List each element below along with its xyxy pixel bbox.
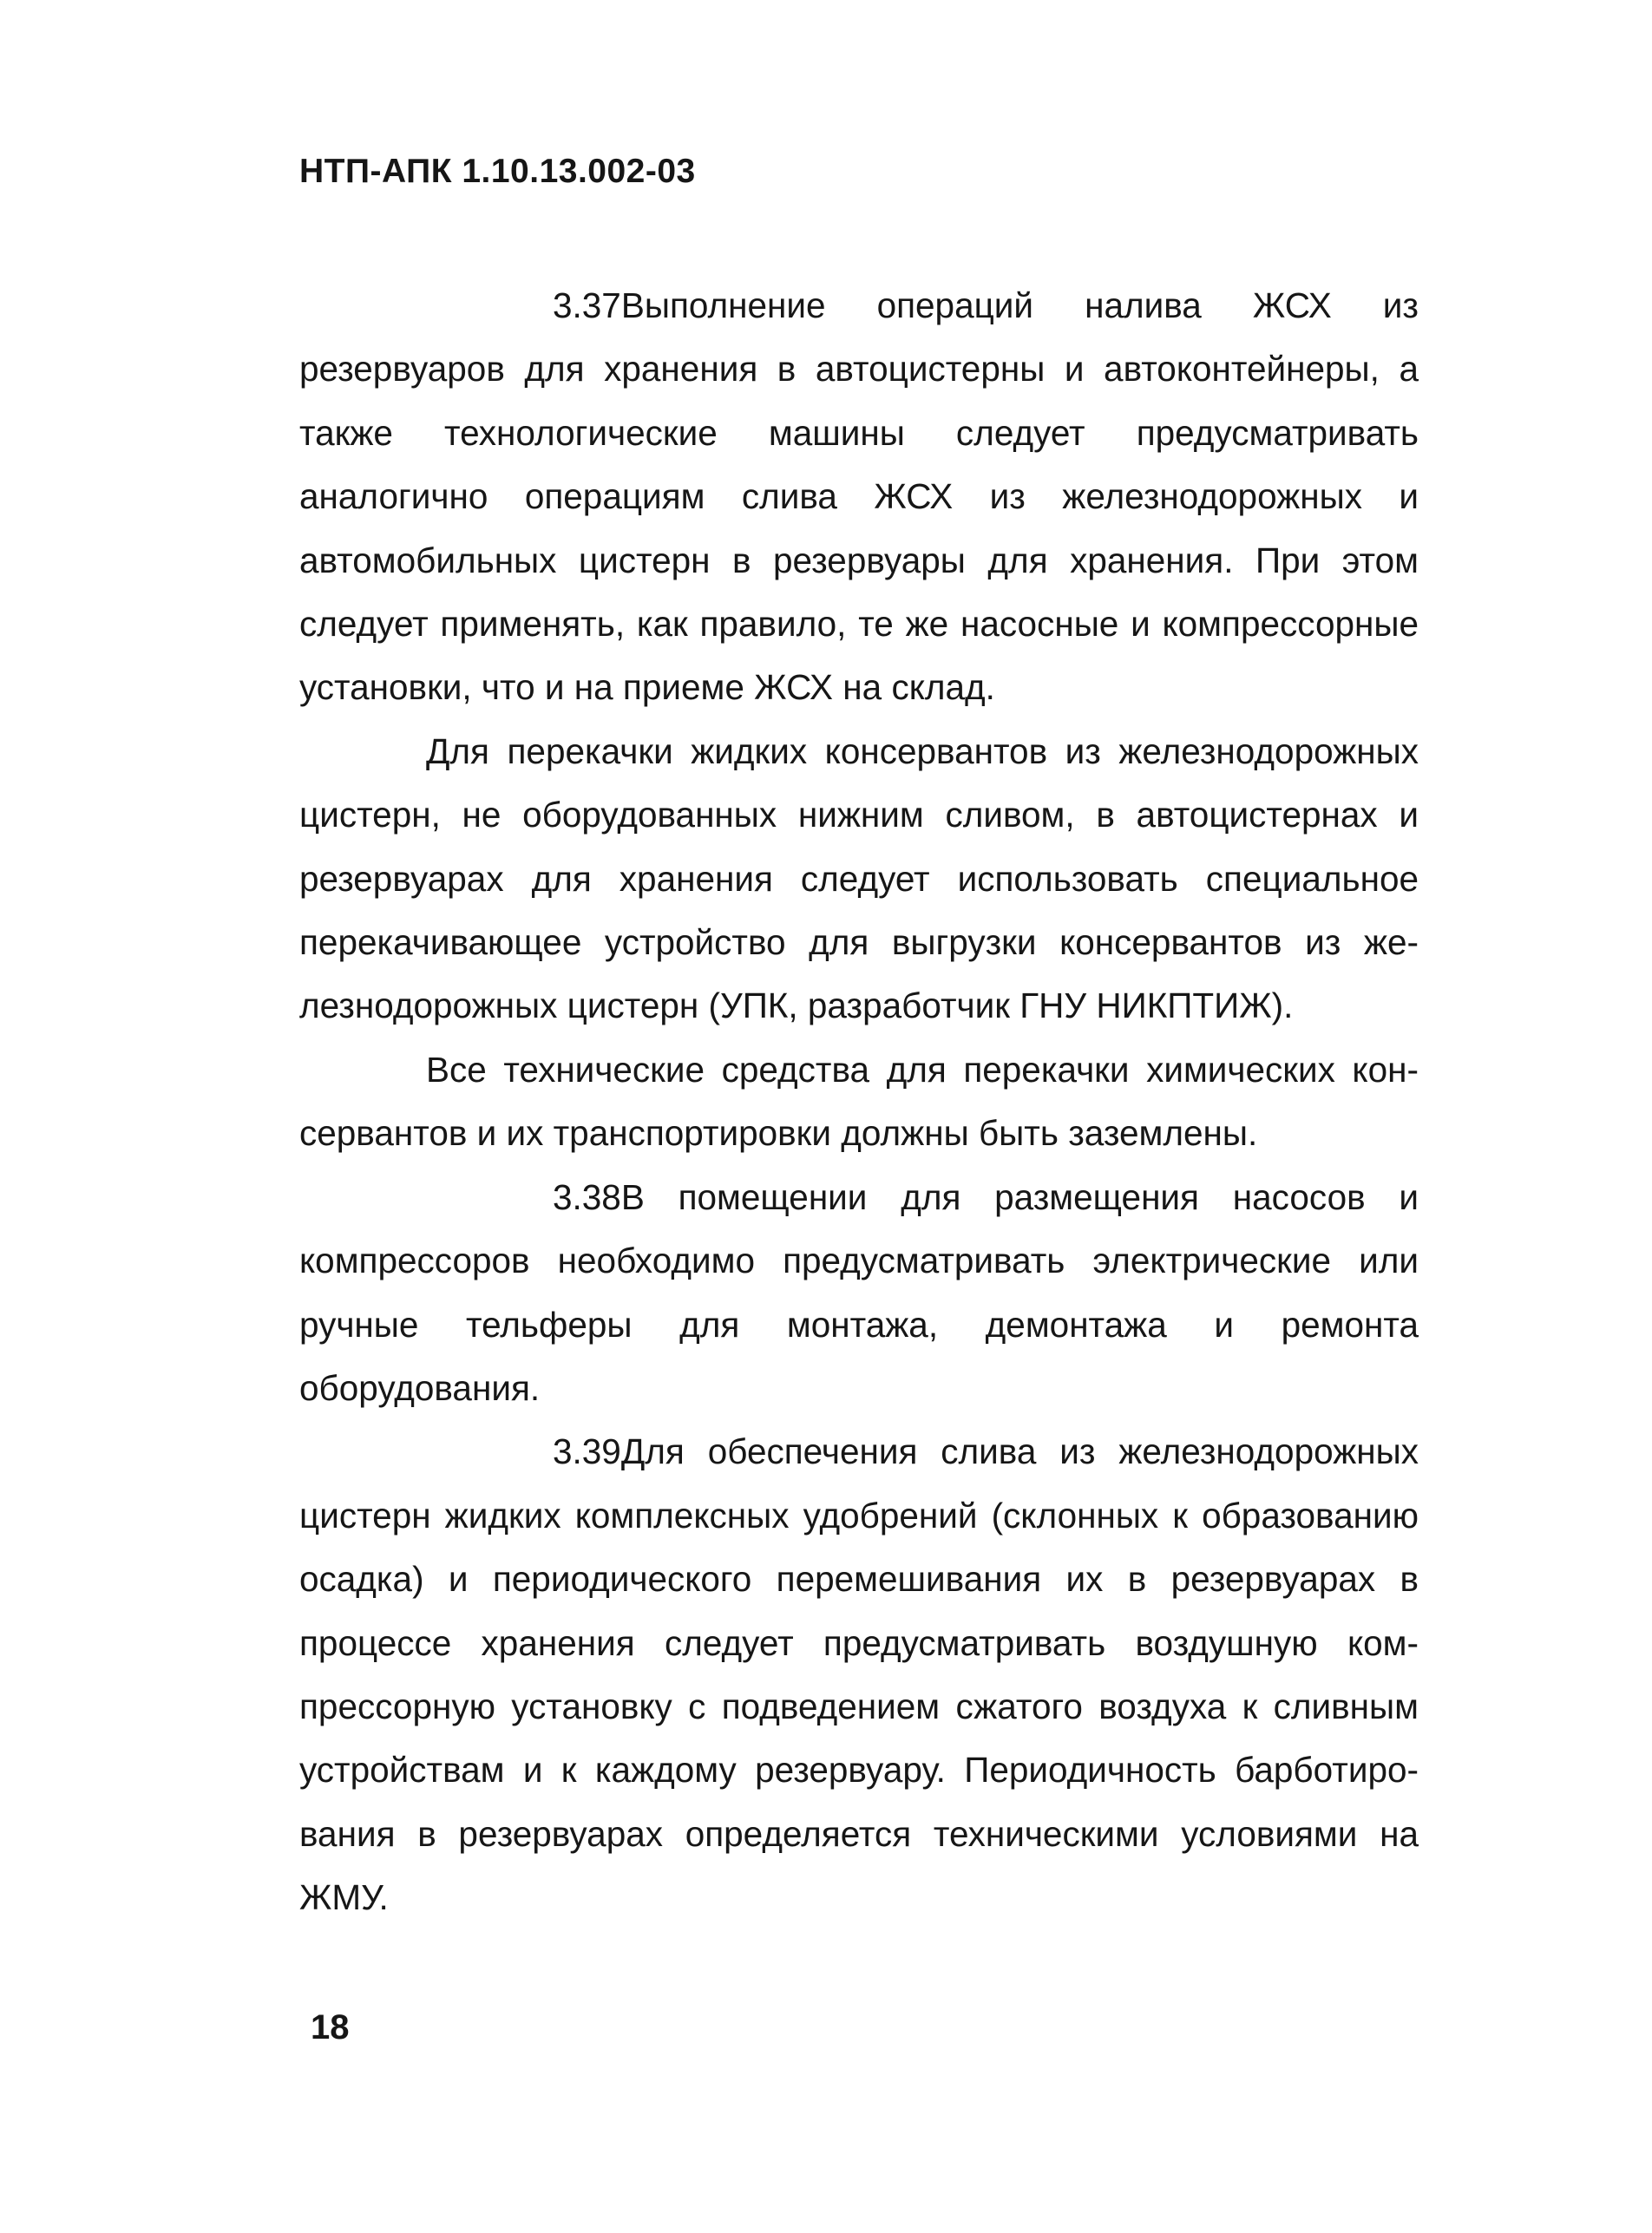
document-code-header: НТП-АПК 1.10.13.002-03 [299,153,696,190]
paragraph-text: Для обеспечения слива из железнодорожных цистерн жидких комплексных удобрений (склонных к образованию осадка) и периодического перемешивания их в резервуарах в процессе хранения следует предусматривать воздушную компрессорную установку с подведением сжатого воздуха к сливным устройствам и к каждому резервуару. Периодичность барботирования в резервуарах определяется техническими условиями на ЖМУ. [299,1431,1419,1918]
paragraph-grounding [299,1038,1419,1166]
page-number: 18 [311,2008,350,2046]
paragraph-3-37 [299,274,1419,720]
paragraph-3-39 [299,1420,1419,1929]
paragraph-text: Выполнение операций налива ЖСХ из резервуаров для хранения в автоцистерны и автоконтейнеры, а также технологические машины следует предусматривать аналогично операциям слива ЖСХ из железнодорожных и автомобильных цистерн в резервуары для хранения. При этом следует применять, как правило, те же насосные и компрессорные установки, что и на приеме ЖСХ на склад. [299,285,1419,708]
paragraph-text: Все технические средства для перекачки химических консервантов и их транспортировки должны быть заземлены. [299,1049,1419,1154]
clause-number: 3.37 [553,285,621,325]
paragraph-3-38 [299,1166,1419,1421]
clause-number: 3.38 [553,1176,621,1217]
paragraph-preservatives-pumping [299,720,1419,1038]
document-body [299,274,1419,1930]
paragraph-text: В помещении для размещения насосов и компрессоров необходимо предусматривать электрические или ручные тельферы для монтажа, демонтажа и ремонта оборудования. [299,1176,1419,1408]
paragraph-text: Для перекачки жидких консервантов из железнодорожных цистерн, не оборудованных нижним сливом, в автоцистернах и резервуарах для хранения следует использовать специальное перекачивающее устройство для выгрузки консервантов из железнодорожных цистерн (УПК, разработчик ГНУ НИКПТИЖ). [299,730,1419,1026]
clause-number: 3.39 [553,1431,621,1472]
